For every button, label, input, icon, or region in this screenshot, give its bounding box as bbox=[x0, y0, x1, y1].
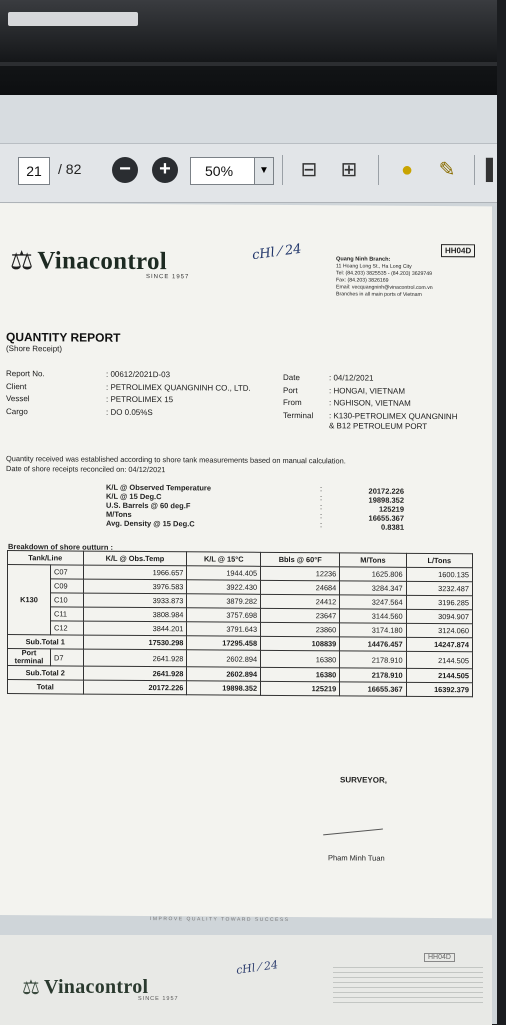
since-label: SINCE 1957 bbox=[146, 274, 190, 281]
form-code: HH04D bbox=[441, 244, 475, 257]
zoom-select[interactable] bbox=[190, 157, 274, 185]
table-cell: 3933.873 bbox=[83, 593, 187, 608]
footer-motto: IMPROVE QUALITY TOWARD SUCCESS bbox=[150, 916, 290, 924]
summary-label: K/L @ Observed Temperature bbox=[106, 482, 211, 493]
table-cell: 3124.060 bbox=[406, 623, 472, 637]
surveyor-label: SURVEYOR, bbox=[340, 775, 387, 785]
total-row bbox=[8, 680, 473, 697]
table-cell: 14476.457 bbox=[340, 637, 406, 651]
company-name: Vinacontrol bbox=[43, 976, 149, 998]
branch-name: Quang Ninh Branch: bbox=[336, 256, 391, 263]
table-cell: 23647 bbox=[261, 608, 340, 623]
form-code: HH04D bbox=[424, 953, 455, 962]
surveyor-name: Pham Minh Tuan bbox=[328, 853, 385, 863]
summary-label: M/Tons bbox=[106, 509, 132, 519]
zoom-value: 50% bbox=[205, 163, 234, 179]
table-cell: 3791.643 bbox=[187, 622, 261, 637]
group-cell: K130 bbox=[8, 565, 51, 635]
surveyor-signature bbox=[321, 809, 383, 836]
summary-value: 0.8381 bbox=[381, 522, 404, 532]
table-cell: 1966.657 bbox=[83, 565, 187, 580]
table-cell: 108839 bbox=[261, 636, 340, 651]
comment-icon[interactable]: ● bbox=[400, 159, 414, 181]
bezel-edge bbox=[0, 62, 497, 66]
table-cell: 3196.285 bbox=[406, 595, 472, 609]
table-cell: 23860 bbox=[261, 622, 340, 637]
table-cell: 16392.379 bbox=[406, 682, 472, 696]
tank-cell: C11 bbox=[51, 607, 84, 621]
tank-cell: D7 bbox=[51, 649, 84, 666]
report-subtitle: (Shore Receipt) bbox=[6, 344, 63, 354]
table-cell: 24412 bbox=[261, 594, 340, 609]
vessel-name: : PETROLIMEX 15 bbox=[106, 394, 174, 405]
table-cell: 17530.298 bbox=[83, 635, 187, 650]
table-cell: 24684 bbox=[261, 580, 340, 595]
from-port: : NGHISON, VIETNAM bbox=[329, 398, 411, 408]
document-page bbox=[0, 203, 492, 924]
more-icon[interactable]: ▌ bbox=[485, 159, 501, 181]
zoom-out-button[interactable]: − bbox=[112, 157, 138, 183]
table-cell: 2641.928 bbox=[83, 666, 187, 681]
table-cell: 12236 bbox=[261, 566, 340, 581]
scale-icon: ⚖ bbox=[10, 245, 34, 276]
summary-labels bbox=[106, 483, 211, 529]
field-label: Vessel bbox=[6, 394, 30, 404]
table-cell: 20172.226 bbox=[83, 680, 187, 695]
summary-value: 20172.226 bbox=[368, 486, 404, 496]
table-cell: 3844.201 bbox=[83, 621, 187, 636]
table-cell: 3247.564 bbox=[340, 595, 406, 609]
field-label: Report No. bbox=[6, 369, 45, 379]
highlight-icon[interactable]: ✎ bbox=[438, 159, 456, 181]
right-field-labels bbox=[283, 372, 313, 422]
initials-signature: cHl ⁄ 24 bbox=[235, 958, 279, 977]
pdf-viewer bbox=[0, 95, 501, 1024]
table-cell: 125219 bbox=[261, 681, 340, 696]
cargo-name: : DO 0.05%S bbox=[106, 407, 153, 417]
field-label: Port bbox=[283, 385, 298, 395]
summary-value: 19898.352 bbox=[368, 495, 404, 505]
right-field-values bbox=[329, 372, 457, 430]
client-name: : PETROLIMEX QUANGNINH CO., LTD. bbox=[106, 382, 251, 393]
divider bbox=[282, 155, 283, 185]
page-number-input[interactable]: 21 bbox=[18, 157, 50, 185]
column-header: Bbls @ 60°F bbox=[261, 552, 340, 567]
tank-cell: C07 bbox=[51, 565, 84, 579]
row-label: Sub.Total 2 bbox=[8, 666, 84, 681]
summary-label: U.S. Barrels @ 60 deg.F bbox=[106, 500, 191, 511]
branch-tel: Tel: (84.203) 3825535 - (84.203) 3629749 bbox=[336, 270, 433, 278]
company-logo bbox=[10, 245, 167, 277]
field-label: Date bbox=[283, 372, 300, 383]
company-logo bbox=[22, 975, 148, 1000]
field-label: Client bbox=[6, 381, 27, 391]
measurement-note bbox=[6, 454, 346, 475]
table-cell: 3094.907 bbox=[406, 609, 472, 623]
scale-icon: ⚖ bbox=[22, 977, 40, 999]
summary-values bbox=[330, 486, 404, 532]
table-cell: 3144.560 bbox=[340, 609, 406, 623]
table-cell: 3879.282 bbox=[187, 594, 261, 609]
tank-cell: C12 bbox=[51, 621, 84, 635]
zoom-in-button[interactable]: + bbox=[152, 157, 178, 183]
tank-cell: C10 bbox=[51, 593, 84, 607]
table-cell: 1600.135 bbox=[406, 567, 472, 581]
field-label: Cargo bbox=[6, 406, 28, 416]
left-field-labels bbox=[6, 368, 45, 418]
branch-fax: Fax: (84.203) 3826169 bbox=[336, 277, 389, 284]
branch-address: 11 Hoang Long St., Ha Long City bbox=[336, 263, 412, 270]
branch-info bbox=[336, 256, 492, 299]
row-label: Sub.Total 1 bbox=[8, 635, 84, 650]
table-cell: 16380 bbox=[261, 650, 340, 668]
column-header: K/L @ Obs.Temp bbox=[83, 551, 187, 566]
report-number: : 00612/2021D-03 bbox=[106, 369, 171, 380]
initials-signature: cHl ⁄ 24 bbox=[251, 241, 303, 264]
row-label: Total bbox=[8, 680, 84, 695]
terminal-name-line2: & B12 PETROLEUM PORT bbox=[329, 421, 428, 431]
chevron-down-icon[interactable]: ▼ bbox=[254, 158, 273, 184]
table-cell: 1625.806 bbox=[340, 567, 406, 581]
summary-value: 16655.367 bbox=[368, 513, 404, 523]
terminal-name: : K130-PETROLIMEX QUANGNINH bbox=[329, 410, 458, 421]
branch-info-blurred bbox=[333, 963, 483, 1003]
branch-email: Email: vecquangninh@vinacontrol.com.vn bbox=[336, 284, 433, 292]
table-cell: 3232.487 bbox=[406, 581, 472, 595]
company-name: Vinacontrol bbox=[37, 246, 168, 275]
summary-colons: : : : : : bbox=[320, 484, 323, 530]
table-cell: 2178.910 bbox=[340, 668, 406, 682]
table-cell: 1944.405 bbox=[187, 566, 261, 581]
table-cell: 3284.347 bbox=[340, 581, 406, 595]
report-date: : 04/12/2021 bbox=[329, 373, 374, 383]
left-field-values bbox=[106, 369, 251, 420]
table-cell: 3922.430 bbox=[187, 580, 261, 595]
report-title: QUANTITY REPORT bbox=[6, 330, 121, 345]
breakdown-label: Breakdown of shore outturn : bbox=[8, 542, 113, 552]
field-label: Terminal bbox=[283, 410, 314, 420]
glare bbox=[8, 12, 138, 26]
summary-label: Avg. Density @ 15 Deg.C bbox=[106, 518, 195, 529]
table-cell: 14247.874 bbox=[406, 637, 472, 651]
table-cell: 2178.910 bbox=[340, 651, 406, 668]
table-cell: 2144.505 bbox=[406, 668, 472, 682]
note-line: Date of shore receipts reconciled on: 04/12/2021 bbox=[6, 463, 166, 474]
field-label: From bbox=[283, 397, 302, 408]
table-cell: 2602.894 bbox=[187, 667, 261, 682]
table-cell: 3976.583 bbox=[83, 579, 187, 594]
fit-width-icon[interactable]: ⊞ bbox=[340, 159, 358, 181]
branch-note: Branches in all main ports of Vietnam bbox=[336, 291, 422, 298]
table-cell: 3808.984 bbox=[83, 607, 187, 622]
page-total-label: / 82 bbox=[58, 161, 82, 177]
column-header: Tank/Line bbox=[8, 551, 84, 566]
divider bbox=[378, 155, 379, 185]
column-header: K/L @ 15°C bbox=[187, 552, 261, 567]
table-cell: 3757.698 bbox=[187, 608, 261, 623]
table-cell: 3174.180 bbox=[340, 623, 406, 637]
table-cell: 16655.367 bbox=[340, 682, 406, 696]
divider bbox=[474, 155, 475, 185]
table-cell: 2602.894 bbox=[187, 650, 261, 668]
table-cell: 19898.352 bbox=[187, 681, 261, 696]
column-header: M/Tons bbox=[340, 553, 406, 567]
table-cell: 2641.928 bbox=[83, 649, 187, 667]
table-cell: 2144.505 bbox=[406, 651, 472, 668]
column-header: L/Tons bbox=[406, 553, 472, 567]
monitor-bezel bbox=[0, 0, 497, 95]
table-cell: 17295.458 bbox=[187, 636, 261, 651]
table-cell: 16380 bbox=[261, 667, 340, 682]
fit-page-icon[interactable]: ⊟ bbox=[300, 159, 318, 181]
next-page bbox=[0, 935, 492, 1025]
outturn-table bbox=[7, 550, 473, 697]
tank-cell: C09 bbox=[51, 579, 84, 593]
summary-value: 125219 bbox=[378, 504, 404, 514]
note-line: Quantity received was established according to shore tank measurements based on manual calculation. bbox=[6, 454, 346, 466]
group-cell: Port terminal bbox=[8, 649, 51, 666]
since-label: SINCE 1957 bbox=[138, 996, 179, 1002]
port-name: : HONGAI, VIETNAM bbox=[329, 385, 406, 396]
viewer-top-bar bbox=[0, 95, 497, 143]
summary-label: K/L @ 15 Deg.C bbox=[106, 491, 162, 502]
